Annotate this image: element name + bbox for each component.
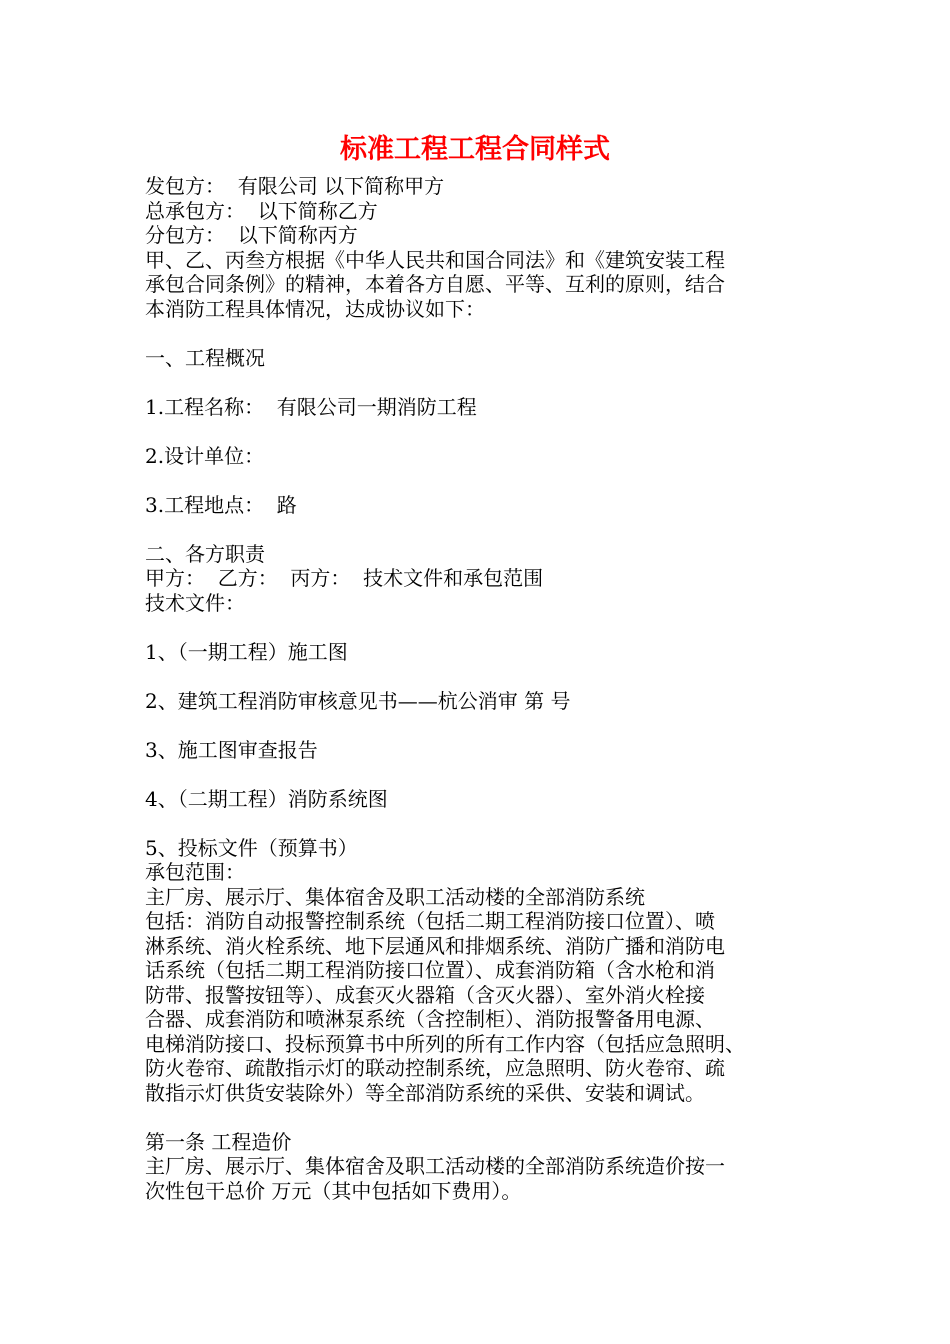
- text-line: 电梯消防接口、投标预算书中所列的所有工作内容（包括应急照明、: [145, 1031, 745, 1056]
- blank-line: [145, 1105, 815, 1130]
- text-line: 散指示灯供货安装除外）等全部消防系统的采供、安装和调试。: [145, 1080, 705, 1105]
- text-line: 发包方： 有限公司 以下简称甲方: [145, 174, 445, 198]
- document-page: [145, 130, 815, 1203]
- blank-line: [145, 811, 815, 836]
- text-line: 承包合同条例》的精神，本着各方自愿、平等、互利的原则，结合: [145, 272, 725, 296]
- blank-line: [145, 517, 815, 542]
- blank-line: [145, 370, 815, 395]
- document-body: [145, 174, 815, 1203]
- text-line: 4、（二期工程）消防系统图: [145, 786, 388, 811]
- text-line: 3.工程地点： 路: [145, 492, 297, 517]
- text-line: 技术文件：: [145, 590, 245, 615]
- text-line: 甲方： 乙方： 丙方： 技术文件和承包范围: [145, 566, 544, 590]
- text-line: 主厂房、展示厅、集体宿舍及职工活动楼的全部消防系统造价按一: [145, 1154, 725, 1178]
- text-line: 次性包干总价 万元（其中包括如下费用）。: [145, 1178, 522, 1203]
- text-line: 包括：消防自动报警控制系统（包括二期工程消防接口位置）、喷: [145, 909, 715, 933]
- blank-line: [145, 762, 815, 787]
- text-line: 话系统（包括二期工程消防接口位置）、成套消防箱（含水枪和消: [145, 958, 715, 982]
- text-line: 一、工程概况: [145, 345, 265, 370]
- text-line: 3、施工图审查报告: [145, 737, 318, 762]
- text-line: 总承包方： 以下简称乙方: [145, 198, 378, 223]
- text-line: 2.设计单位：: [145, 443, 265, 468]
- text-line: 承包范围：: [145, 860, 245, 884]
- text-line: 本消防工程具体情况，达成协议如下：: [145, 296, 485, 321]
- blank-line: [145, 321, 815, 346]
- text-line: 主厂房、展示厅、集体宿舍及职工活动楼的全部消防系统: [145, 884, 645, 909]
- document-title: 标准工程工程合同样式: [340, 134, 610, 165]
- blank-line: [145, 419, 815, 444]
- text-line: 合器、成套消防和喷淋泵系统（含控制柜）、消防报警备用电源、: [145, 1007, 715, 1031]
- text-line: 二、各方职责: [145, 541, 265, 566]
- text-line: 分包方： 以下简称丙方: [145, 223, 358, 247]
- text-line: 甲、乙、丙叁方根据《中华人民共和国合同法》和《建筑安装工程: [145, 247, 725, 272]
- text-line: 5、投标文件（预算书）: [145, 835, 358, 860]
- blank-line: [145, 713, 815, 738]
- text-line: 淋系统、消火栓系统、地下层通风和排烟系统、消防广播和消防电: [145, 933, 725, 958]
- text-line: 1、（一期工程）施工图: [145, 639, 348, 664]
- text-line: 防带、报警按钮等）、成套灭火器箱（含灭火器）、室外消火栓接: [145, 982, 705, 1007]
- text-line: 1.工程名称： 有限公司一期消防工程: [145, 394, 477, 419]
- text-line: 第一条 工程造价: [145, 1129, 292, 1154]
- text-line: 防火卷帘、疏散指示灯的联动控制系统，应急照明、防火卷帘、疏: [145, 1056, 725, 1080]
- text-line: 2、建筑工程消防审核意见书——杭公消审 第 号: [145, 688, 571, 713]
- blank-line: [145, 615, 815, 640]
- blank-line: [145, 468, 815, 493]
- blank-line: [145, 664, 815, 689]
